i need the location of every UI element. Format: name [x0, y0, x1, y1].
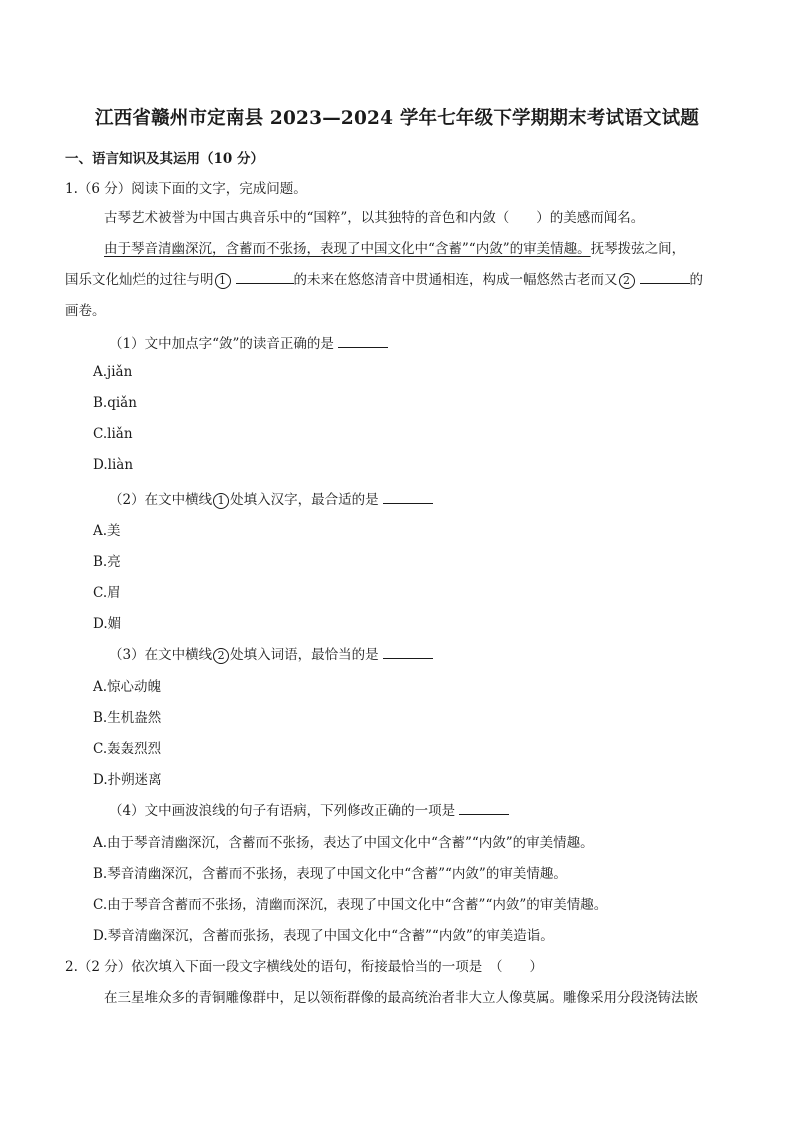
subquestion-1-text: （1）文中加点字“敛”的读音正确的是: [109, 336, 334, 352]
passage-line-4: 画卷。: [65, 303, 106, 319]
subquestion-3-text: 处填入词语，最恰当的是: [230, 647, 379, 663]
passage-text: 的: [689, 272, 703, 288]
passage-text: 的未来在悠悠清音中贯通相连，构成一幅悠然古老而又: [293, 272, 618, 288]
option-4d: D.琴音清幽深沉，含蓄而张扬，表现了中国文化中“含蓄”“内敛”的审美造诣。: [93, 928, 554, 944]
option-1a: A.jiǎn: [93, 364, 133, 380]
passage-line-3: [65, 268, 703, 289]
option-2a: A.美: [93, 523, 121, 539]
option-3b: B.生机盎然: [93, 710, 162, 726]
option-4a: A.由于琴音清幽深沉，含蓄而不张扬，表达了中国文化中“含蓄”“内敛”的审美情趣。: [93, 835, 594, 851]
circle-number-1: 1: [213, 493, 229, 509]
answer-blank: [383, 646, 433, 659]
option-1b: B.qiǎn: [93, 395, 137, 411]
answer-blank: [383, 491, 433, 504]
circle-number-2: 2: [213, 648, 229, 664]
subquestion-4-text: （4）文中画波浪线的句子有语病，下列修改正确的一项是: [109, 803, 456, 819]
subquestion-3: [109, 643, 433, 664]
blank-1: [236, 271, 294, 284]
blank-2: [640, 271, 690, 284]
wavy-underlined-sentence: 由于琴音清幽深沉，含蓄而不张扬，表现了中国文化中“含蓄”“内敛”的审美情趣。: [104, 241, 591, 257]
question-2-stem: 2.（2 分）依次填入下面一段文字横线处的语句，衔接最恰当的一项是 （ ）: [65, 959, 544, 975]
option-2d: D.媚: [93, 616, 122, 632]
option-4b: B.琴音清幽深沉，含蓄而不张扬，表现了中国文化中“含蓄”“内敛”的审美情趣。: [93, 866, 567, 882]
subquestion-2: [109, 488, 433, 509]
passage-line-2: [104, 237, 685, 257]
question-2-passage: 在三星堆众多的青铜雕像群中，足以领衔群像的最高统治者非大立人像莫属。雕像采用分段浇铸法嵌: [104, 990, 698, 1006]
option-1d: D.liàn: [93, 457, 134, 473]
subquestion-3-text: （3）在文中横线: [109, 647, 213, 663]
circle-number-1: 1: [215, 273, 231, 289]
subquestion-2-text: 处填入汉字，最合适的是: [230, 492, 379, 508]
option-4c: C.由于琴音含蓄而不张扬，清幽而深沉，表现了中国文化中“含蓄”“内敛”的审美情趣。: [93, 897, 608, 913]
passage-line-2-rest: 抚琴拨弦之间，: [590, 241, 686, 257]
subquestion-1: [109, 332, 388, 352]
option-3a: A.惊心动魄: [93, 679, 162, 695]
option-3d: D.扑朔迷离: [93, 772, 162, 788]
option-2b: B.亮: [93, 554, 121, 570]
option-3c: C.轰轰烈烈: [93, 741, 162, 757]
subquestion-4: [109, 799, 509, 819]
passage-line-1: 古琴艺术被誉为中国古典音乐中的“国粹”，以其独特的音色和内敛（ ）的美感而闻名。: [104, 210, 645, 226]
section-heading: 一、语言知识及其运用（10 分）: [65, 151, 264, 167]
page-title: 江西省赣州市定南县 2023—2024 学年七年级下学期期末考试语文试题: [94, 108, 700, 129]
answer-blank: [459, 802, 509, 815]
question-1-stem: 1.（6 分）阅读下面的文字，完成问题。: [65, 181, 307, 197]
option-2c: C.眉: [93, 585, 121, 601]
answer-blank: [338, 335, 388, 348]
circle-number-2: 2: [619, 273, 635, 289]
option-1c: C.liǎn: [93, 426, 133, 442]
subquestion-2-text: （2）在文中横线: [109, 492, 213, 508]
passage-text: 国乐文化灿烂的过往与明: [65, 272, 214, 288]
